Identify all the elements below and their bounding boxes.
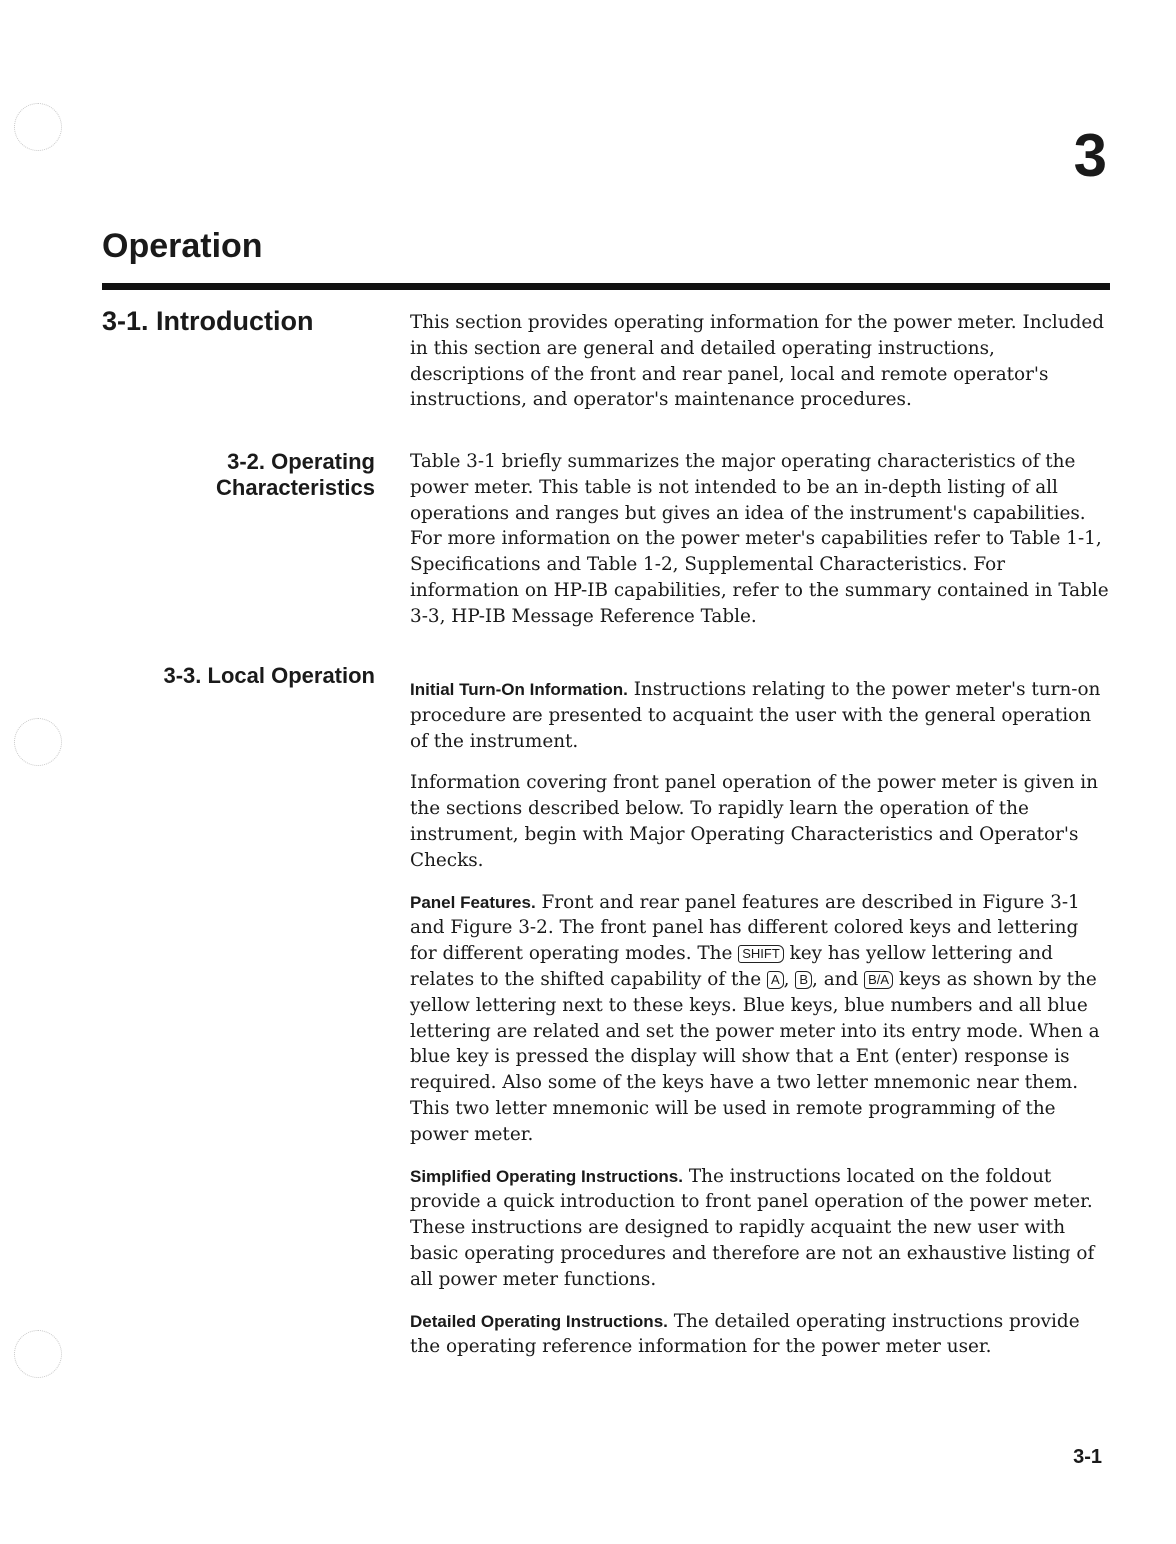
characteristics-paragraph: Table 3-1 briefly summarizes the major operating characteristics of the power meter. This table is not intended to be an in-depth listing of all operations and ranges but gives an idea of the instrument's capabilities. For more information on the power meter's capabilities refer to Table 1-1, Specifications and Table 1-2, Supplemental Characteristics. For information on HP-IB capabilities, refer to the summary contained in Table 3-3, HP-IB Message Reference Table. (410, 451, 1109, 627)
separator-text: , and (812, 968, 865, 990)
heading-line: 3-3. Local Operation (163, 663, 375, 688)
section-heading-local-operation (75, 663, 375, 689)
detailed-paragraph (410, 1309, 1110, 1361)
paragraph-text: keys as shown by the yellow lettering next to these keys. Blue keys, blue numbers and all blue lettering are related and set the power meter into its entry mode. When a blue key is pressed the display will show that a Ent (enter) response is required. Also some of the keys have a two letter mnemonic near them. This two letter mnemonic will be used in remote programming of the power meter. (410, 968, 1100, 1145)
panel-features-paragraph (410, 890, 1110, 1148)
punch-hole-middle (14, 718, 62, 766)
title-rule (102, 283, 1110, 290)
run-in-heading: Detailed Operating Instructions. (410, 1311, 668, 1331)
chapter-title: Operation (102, 227, 263, 265)
b-over-a-key-symbol: B/A (864, 971, 893, 989)
simplified-paragraph (410, 1164, 1110, 1293)
paragraph-text: Instructions relating to the power meter's turn-on procedure are presented to acquaint the user with the general operation of the instrument. (410, 679, 1101, 752)
section-body-introduction (410, 310, 1110, 429)
turn-on-paragraph (410, 677, 1110, 754)
punch-hole-top (14, 103, 62, 151)
page-number: 3-1 (1073, 1446, 1102, 1468)
paragraph-text: The instructions located on the foldout provide a quick introduction to front panel operation of the power meter. These instructions are designed to rapidly acquaint the new user with basic operating procedures and therefore are not an exhaustive listing of all power meter functions. (410, 1165, 1095, 1290)
section-body-local-operation (410, 677, 1110, 1376)
section-body-characteristics (410, 449, 1110, 646)
info-paragraph: Information covering front panel operation of the power meter is given in the sections described below. To rapidly learn the operation of the instrument, begin with Major Operating Characteristics and Operator's Checks. (410, 772, 1098, 871)
section-heading-characteristics (75, 449, 375, 501)
chapter-number: 3 (1073, 122, 1106, 189)
paragraph-text: The detailed operating instructions provide the operating reference information for the power meter user. (410, 1310, 1080, 1358)
punch-hole-bottom (14, 1330, 62, 1378)
run-in-heading: Initial Turn-On Information. (410, 680, 628, 699)
separator-text: , (783, 968, 796, 990)
heading-line: 3-2. Operating (227, 449, 375, 474)
paragraph-text: key has yellow lettering and relates to the shifted capability of the (410, 943, 1053, 990)
b-key-symbol: B (795, 971, 812, 989)
shift-key-symbol: SHIFT (738, 945, 784, 963)
a-key-symbol: A (767, 971, 784, 989)
section-heading-introduction: 3-1. Introduction (102, 306, 314, 336)
run-in-heading: Simplified Operating Instructions. (410, 1166, 683, 1186)
heading-line: Characteristics (216, 475, 375, 500)
intro-paragraph: This section provides operating information for the power meter. Included in this section are general and detailed operating instructions, descriptions of the front and rear panel, local and remote operator's instructions, and operator's maintenance procedures. (410, 312, 1105, 411)
run-in-heading: Panel Features. (410, 892, 536, 912)
paragraph-text: Front and rear panel features are described in Figure 3-1 and Figure 3-2. The front panel has different colored keys and lettering for different operating modes. The (410, 891, 1080, 965)
